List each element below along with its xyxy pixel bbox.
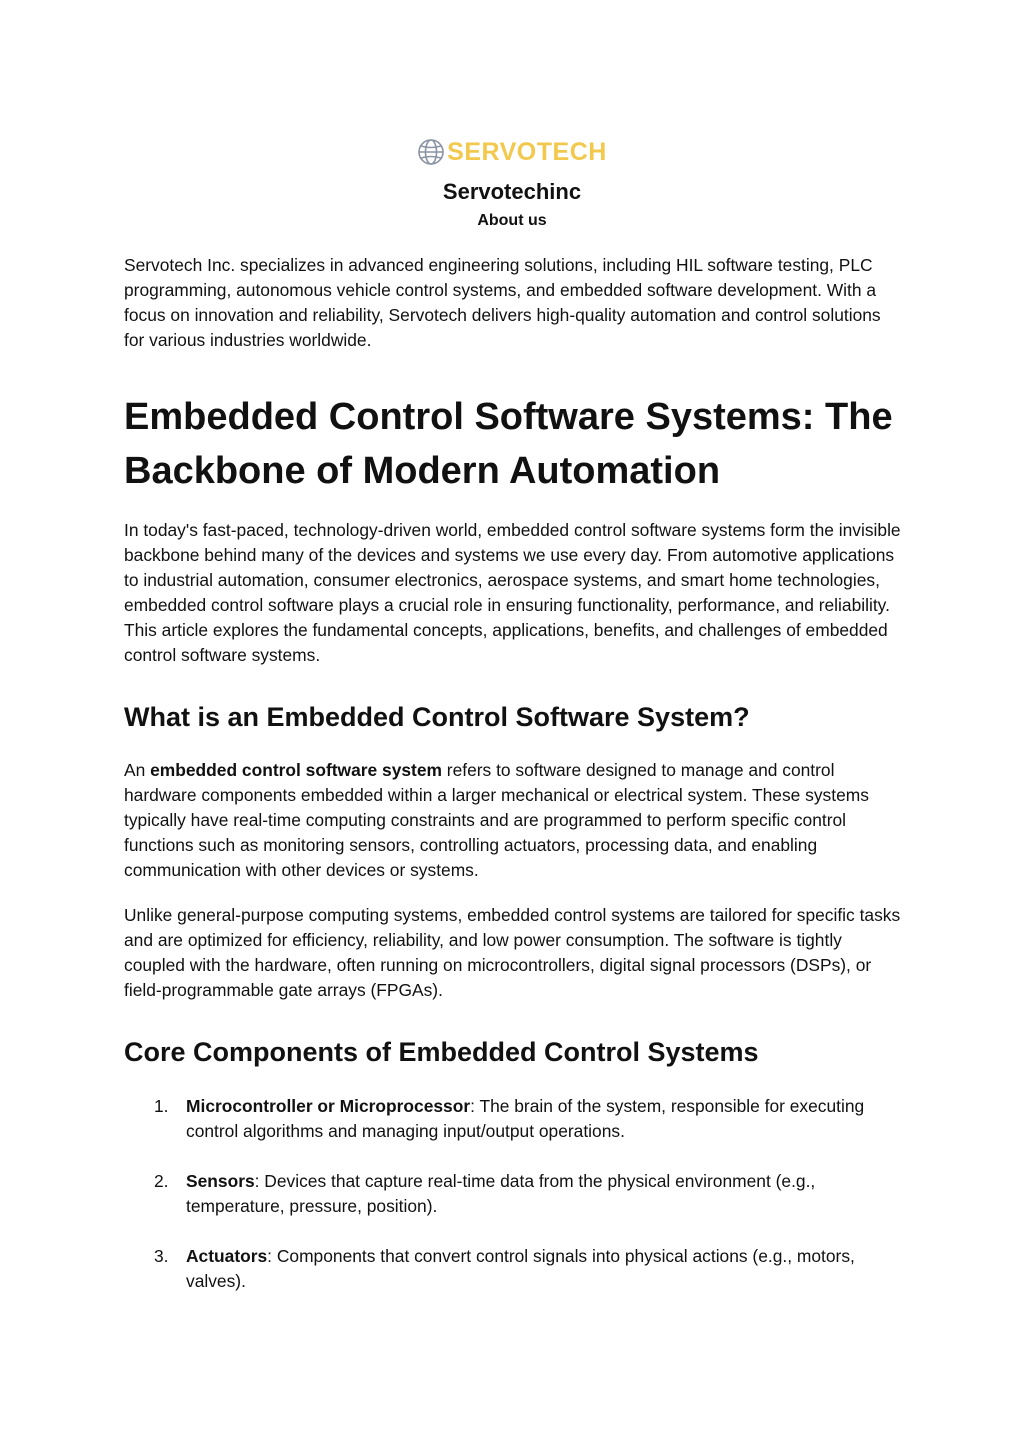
section-what-is [124,700,904,734]
components-list [124,1169,904,1219]
article-title: Embedded Control Software Systems: The Backbone of Modern Automation [124,396,893,492]
section-core-components [124,1035,904,1069]
components-list-block-3 [124,1244,904,1294]
components-list-block [124,1094,904,1144]
section-heading-what-is: What is an Embedded Control Software System? [124,702,750,732]
list-number: 3. [154,1246,169,1266]
definition-paragraph [124,758,904,883]
intro-paragraph: In today's fast-paced, technology-driven world, embedded control software systems form the invisible backbone behind many of the devices and systems we use every day. From automotive applications to industrial automation, consumer electronics, aerospace systems, and smart home technologies, embedded control software plays a crucial role in ensuring functionality, performance, and reliability. This article explores the fundamental concepts, applications, benefits, and challenges of embedded control software systems. [124,520,901,665]
company-name: Servotechinc [442,179,582,204]
list-item [124,1169,904,1219]
definition-term: embedded control software system [150,760,442,780]
intro-section [124,518,904,668]
list-term: Actuators [186,1246,268,1266]
list-term: Microcontroller or Microprocessor [186,1096,471,1116]
components-list [124,1244,904,1294]
document-header [0,136,1024,231]
list-description: : Devices that capture real-time data from the physical environment (e.g., temperature, pressure, position). [186,1171,816,1216]
components-list [124,1094,904,1144]
comparison-block [124,903,904,1003]
list-term: Sensors [186,1171,255,1191]
list-number: 2. [154,1171,169,1191]
article-title-block [124,390,904,498]
components-list-block-2 [124,1169,904,1219]
definition-text: refers to software designed to manage and control hardware components embedded within a larger mechanical or electrical system. These systems typically have real-time computing constraints and are programmed to perform specific control functions such as monitoring sensors, controlling actuators, processing data, and enabling communication with other devices or systems. [124,760,869,880]
section-heading-core-components: Core Components of Embedded Control Systems [124,1037,759,1067]
logo-wordmark: SERVOTECH [447,137,607,166]
about-subtitle: About us [477,212,547,229]
list-item [124,1244,904,1294]
servotech-logo [417,136,607,168]
list-description: : Components that convert control signals into physical actions (e.g., motors, valves). [186,1246,855,1291]
list-description: : The brain of the system, responsible for executing control algorithms and managing input/output operations. [186,1096,865,1141]
list-number: 1. [154,1096,169,1116]
definition-prefix: An [124,760,151,780]
comparison-paragraph: Unlike general-purpose computing systems, embedded control systems are tailored for specific tasks and are optimized for efficiency, reliability, and low power consumption. The software is tightly coupled with the hardware, often running on microcontrollers, digital signal processors (DSPs), or field-programmable gate arrays (FPGAs). [124,905,901,1000]
globe-icon [417,138,445,166]
definition-block [124,758,904,883]
list-item [124,1094,904,1144]
about-section [124,253,904,353]
about-paragraph: Servotech Inc. specializes in advanced engineering solutions, including HIL software testing, PLC programming, autonomous vehicle control systems, and embedded software development. With a focus on innovation and reliability, Servotech delivers high-quality automation and control solutions for various industries worldwide. [124,255,881,350]
